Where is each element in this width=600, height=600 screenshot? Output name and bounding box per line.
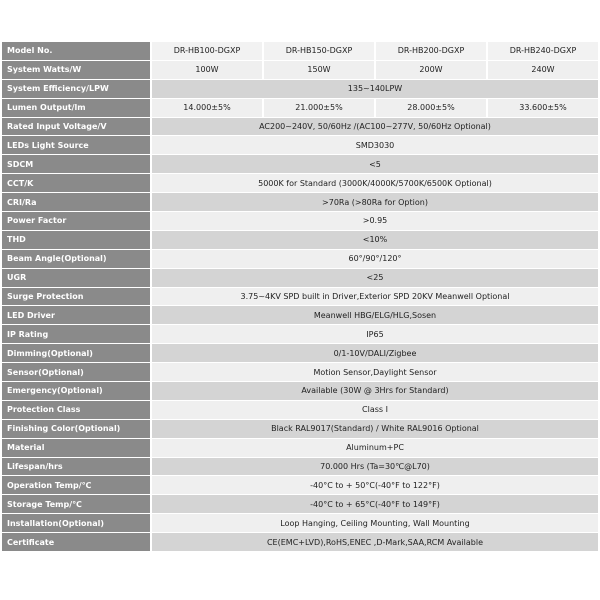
row-label: Surge Protection <box>2 288 150 307</box>
row-label: Lifespan/hrs <box>2 458 150 477</box>
model-cell: DR-HB100-DGXP <box>173 46 241 56</box>
value-cell: 21.000±5% <box>262 99 374 117</box>
value-cell: Aluminum+PC <box>346 443 404 453</box>
row-label: Installation(Optional) <box>2 514 150 533</box>
row-label: Sensor(Optional) <box>2 363 150 382</box>
value-cell: >70Ra (>80Ra for Option) <box>322 197 428 207</box>
row-label: Beam Angle(Optional) <box>2 250 150 269</box>
row-label: Material <box>2 439 150 458</box>
row-values <box>152 80 598 99</box>
row-values <box>152 99 598 118</box>
value-cell: Available (30W @ 3Hrs for Standard) <box>301 386 449 396</box>
value-cell: Black RAL9017(Standard) / White RAL9016 Optional <box>271 424 479 434</box>
row-values <box>152 420 598 439</box>
row-label: Model No. <box>2 42 150 61</box>
row-values <box>152 193 598 212</box>
row-label: Emergency(Optional) <box>2 382 150 401</box>
value-cell: <5 <box>369 159 381 169</box>
value-cell: 240W <box>486 61 598 79</box>
value-cell: 70.000 Hrs (Ta=30℃@L70) <box>320 462 430 472</box>
row-label: System Watts/W <box>2 61 150 80</box>
value-cell: Motion Sensor,Daylight Sensor <box>313 367 437 377</box>
header-values <box>152 42 598 61</box>
row-values <box>152 344 598 363</box>
value-cell: SMD3030 <box>355 140 395 150</box>
row-label: Dimming(Optional) <box>2 344 150 363</box>
value-cell: Meanwell HBG/ELG/HLG,Sosen <box>313 310 437 320</box>
row-values <box>152 363 598 382</box>
row-values <box>152 250 598 269</box>
row-values <box>152 476 598 495</box>
row-values <box>152 514 598 533</box>
value-cell: 135~140LPW <box>347 84 403 94</box>
row-values <box>152 401 598 420</box>
value-cell: 200W <box>374 61 486 79</box>
value-cell: Loop Hanging, Ceiling Mounting, Wall Mounting <box>280 518 470 528</box>
row-values <box>152 174 598 193</box>
value-cell: Class Ⅰ <box>362 405 388 415</box>
row-label: Certificate <box>2 533 150 552</box>
value-cell: IP65 <box>366 329 384 339</box>
row-label: LED Driver <box>2 306 150 325</box>
row-label: IP Rating <box>2 325 150 344</box>
row-values <box>152 439 598 458</box>
row-label: Rated Input Voltage/V <box>2 118 150 137</box>
row-label: SDCM <box>2 155 150 174</box>
row-values <box>152 61 598 80</box>
row-values <box>152 118 598 137</box>
row-label: UGR <box>2 269 150 288</box>
row-values <box>152 533 598 552</box>
value-cell: -40°C to + 50°C(-40°F to 122°F) <box>310 480 440 490</box>
row-label: THD <box>2 231 150 250</box>
row-values <box>152 382 598 401</box>
value-cell: 100W <box>195 65 219 75</box>
row-values <box>152 495 598 514</box>
row-label: Power Factor <box>2 212 150 231</box>
value-cell: CE(EMC+LVD),RoHS,ENEC ,D-Mark,SAA,RCM Available <box>266 537 484 547</box>
row-values <box>152 306 598 325</box>
row-values <box>152 155 598 174</box>
row-label: Protection Class <box>2 401 150 420</box>
value-cell: -40°C to + 65°C(-40°F to 149°F) <box>310 499 440 509</box>
row-label: Operation Temp/℃ <box>2 476 150 495</box>
row-values <box>152 212 598 231</box>
row-label: Lumen Output/lm <box>2 99 150 118</box>
value-cell: 14.000±5% <box>183 103 231 113</box>
value-cell: 5000K for Standard (3000K/4000K/5700K/6500K Optional) <box>258 178 492 188</box>
row-values <box>152 288 598 307</box>
row-values <box>152 136 598 155</box>
value-cell: AC200~240V, 50/60Hz /(AC100~277V, 50/60Hz Optional) <box>259 122 491 131</box>
row-label: Storage Temp/℃ <box>2 495 150 514</box>
row-label: Finishing Color(Optional) <box>2 420 150 439</box>
row-label: CCT/K <box>2 174 150 193</box>
value-cell: 150W <box>262 61 374 79</box>
row-values <box>152 269 598 288</box>
row-label: LEDs Light Source <box>2 136 150 155</box>
row-values <box>152 231 598 250</box>
value-cell: 60°/90°/120° <box>348 254 402 264</box>
spec-table <box>2 42 598 552</box>
value-cell: <10% <box>362 235 388 245</box>
value-cell: 28.000±5% <box>374 99 486 117</box>
row-values <box>152 458 598 477</box>
value-cell: <25 <box>366 273 384 283</box>
value-cell: 3.75~4KV SPD built in Driver,Exterior SPD 20KV Meanwell Optional <box>240 292 510 302</box>
value-cell: 0/1-10V/DALI/Zigbee <box>333 348 417 358</box>
value-cell: >0.95 <box>362 216 388 226</box>
row-label: CRI/Ra <box>2 193 150 212</box>
row-label: System Efficiency/LPW <box>2 80 150 99</box>
model-cell: DR-HB200-DGXP <box>374 42 486 60</box>
value-cell: 33.600±5% <box>486 99 598 117</box>
model-cell: DR-HB240-DGXP <box>486 42 598 60</box>
row-values <box>152 325 598 344</box>
model-cell: DR-HB150-DGXP <box>262 42 374 60</box>
